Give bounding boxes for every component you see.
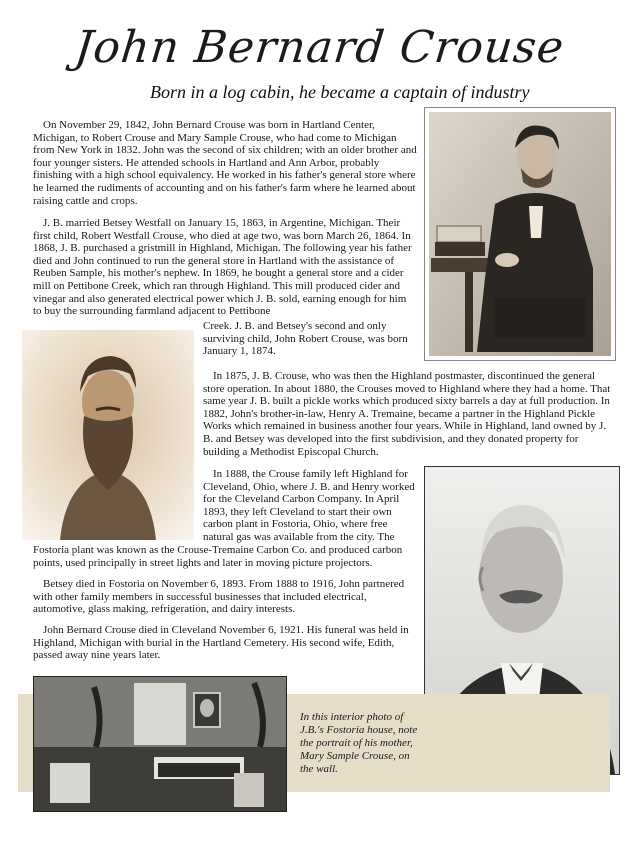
page-subtitle: Born in a log cabin, he became a captain of industry [150,82,530,102]
page-title-block [0,22,640,73]
paragraph-4: In 1888, the Crouse family left Highland for Cleveland, Ohio, where J. B. and Henry worked for the Cleveland Carbon Company. In April 1893, they left Cleveland to start their own carbon plant in Fostoria, Ohio, where free natural gas was available from the city. The [203,468,415,543]
paragraph-3: In 1875, J. B. Crouse, who was then the Highland postmaster, discontinued the general store operation. In about 1880, the Crouses moved to Highland where they had a home. That same year J. B. built a pickle works which produced sixty barrels a day at full production. In 1882, John's brother-in-law, Henry A. Tremaine, became a partner in the Highland Pickle Works which remained in business another four years. While in Highland, land owned by J. B. and Betsey was developed into the first subdivision, and they donated property for building a Methodist Episcopal Church. [203,370,611,458]
paragraph-4-continued: Fostoria plant was known as the Crouse-Tremaine Carbon Co. and produced carbon points, used principally in street lights and later in moving picture projectors. [33,544,403,569]
photo-young-seated-image [425,108,615,360]
paragraph-6: John Bernard Crouse died in Cleveland November 6, 1921. His funeral was held in Highland, Michigan with burial in the Hartland Cemetery. His second wife, Edith, passed away nine years later. [33,624,409,662]
paragraph-2: J. B. married Betsey Westfall on January 15, 1863, in Argentine, Michigan. Their first child, Robert Westfall Crouse, who died at age two, was born March 26, 1864. In 1868, J. B. purchased a gristmill in Highland, Michigan. The following year his father died and John continued to run the general store in Hartland with the assistance of Reuben Sample, his mother's nephew. In 1869, he bought a general store and a cider mill on Pettibone Creek, which ran through Highland. This mill produced cider and vinegar and also generated electrical power which J. B. sold, earning enough for him to buy the surrounding farmland adjacent to Pettibone [33,217,412,318]
paragraph-1: On November 29, 1842, John Bernard Crouse was born in Hartland Center, Michigan, to Robert Crouse and Mary Sample Crouse, who had come to Michigan from New York in 1832. John was the second of six children; with an older brother and four younger sisters. He attended schools in Hartland and Ann Arbor, probably finishing with a high school equivalency. He worked in his father's general store where he learned the rudiments of accounting and on his father's farm where he learned about raising cattle and crops. [33,119,417,207]
photo-interior [33,676,287,812]
page-title: John Bernard Crouse [72,22,568,73]
paragraph-5: Betsey died in Fostoria on November 6, 1893. From 1888 to 1916, John partnered with other family members in successful businesses that included electrical, automotive, glass making, refrigeration, and dairy interests. [33,578,405,616]
photo-interior-image [34,677,286,811]
photo-young-seated [424,107,616,361]
paragraph-2-continued: Creek. J. B. and Betsey's second and only surviving child, John Robert Crouse, was born January 1, 1874. [203,320,408,358]
photo-bearded-portrait [22,330,194,540]
photo-bearded-portrait-image [22,330,194,540]
photo-caption: In this interior photo of J.B.'s Fostoria house, note the portrait of his mother, Mary Sample Crouse, on the wall. [300,711,418,775]
